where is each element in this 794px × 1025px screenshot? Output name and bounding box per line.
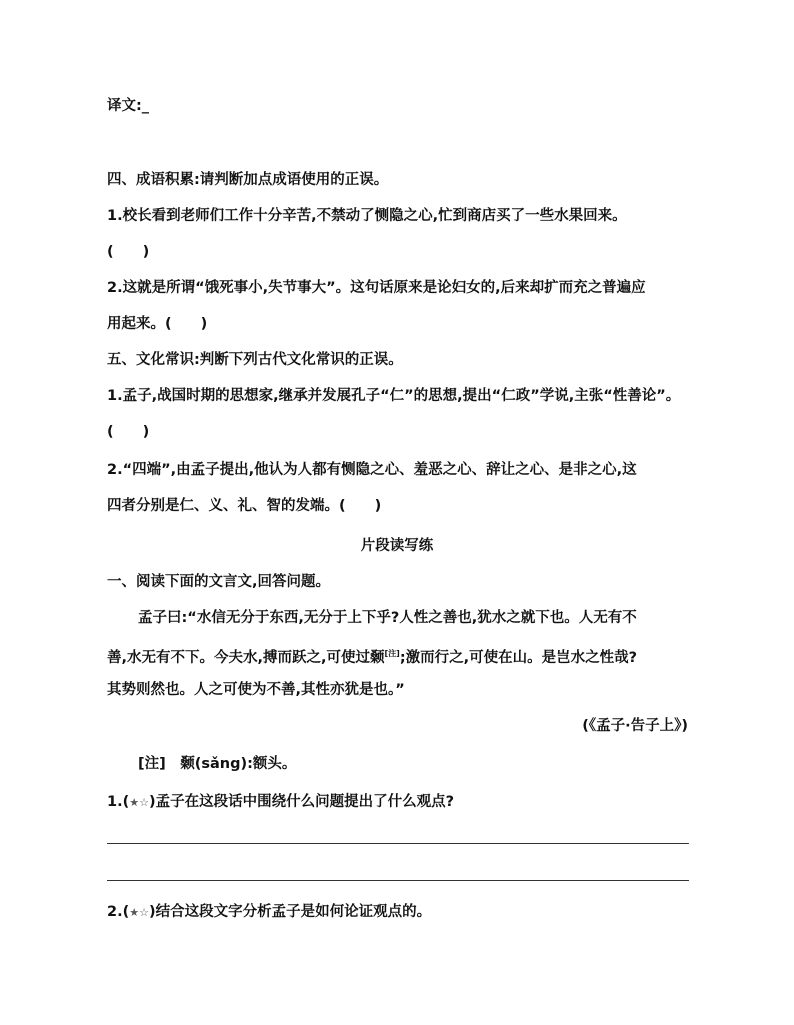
answer-line-2 <box>107 880 689 881</box>
section5-q1-line1: 1.孟子,战国时期的思想家,继承并发展孔子“仁”的思想,提出“仁政”学说,主张“性善论”。 <box>107 388 681 404</box>
passage-line2 <box>107 644 637 668</box>
difficulty-star-icon: ★☆ <box>129 796 149 809</box>
passage-line2-part-a: 善,水无有不下。今夫水,搏而跃之,可使过颡 <box>107 649 385 666</box>
section5-q2-line1: 2.“四端”,由孟子提出,他认为人都有恻隐之心、羞恶之心、辞让之心、是非之心,这 <box>107 462 637 478</box>
q2-text: )结合这段文字分析孟子是如何论证观点的。 <box>148 904 432 920</box>
passage-line1: 孟子曰:“水信无分于东西,无分于上下乎?人性之善也,犹水之就下也。人无有不 <box>138 610 637 626</box>
section4-q2-line2: 用起来。( ) <box>107 316 208 332</box>
reading-question-1 <box>107 792 454 813</box>
q2-prefix: 2.( <box>107 904 130 920</box>
translation-label: 译文:_ <box>107 98 150 114</box>
section4-q2-line1: 2.这就是所谓“饿死事小,失节事大”。这句话原来是论妇女的,后来却扩而充之普遍应 <box>107 280 646 296</box>
q1-prefix: 1.( <box>107 794 130 810</box>
difficulty-star-icon: ★☆ <box>129 906 149 919</box>
section5-q1-answer: ( ) <box>107 424 150 440</box>
annotation-marker: [注] <box>384 649 400 658</box>
passage-line3: 其势则然也。人之可使为不善,其性亦犹是也。” <box>107 682 405 698</box>
passage-note: [注] 颡(sǎng):额头。 <box>138 756 297 772</box>
section5-heading: 五、文化常识:判断下列古代文化常识的正误。 <box>107 352 403 368</box>
passage-source: (《孟子·告子上》) <box>582 718 688 734</box>
answer-line-1 <box>107 843 689 844</box>
reading-heading: 一、阅读下面的文言文,回答问题。 <box>107 574 331 590</box>
q1-text: )孟子在这段话中围绕什么问题提出了什么观点? <box>148 794 455 810</box>
reading-title: 片段读写练 <box>360 538 434 554</box>
reading-question-2 <box>107 902 431 923</box>
section4-heading: 四、成语积累:请判断加点成语使用的正误。 <box>107 172 389 188</box>
passage-line2-part-b: ;激而行之,可使在山。是岂水之性哉? <box>399 649 638 666</box>
section5-q2-line2: 四者分别是仁、义、礼、智的发端。( ) <box>107 498 382 514</box>
section4-q1-line1: 1.校长看到老师们工作十分辛苦,不禁动了恻隐之心,忙到商店买了一些水果回来。 <box>107 208 627 224</box>
section4-q1-answer: ( ) <box>107 244 150 260</box>
